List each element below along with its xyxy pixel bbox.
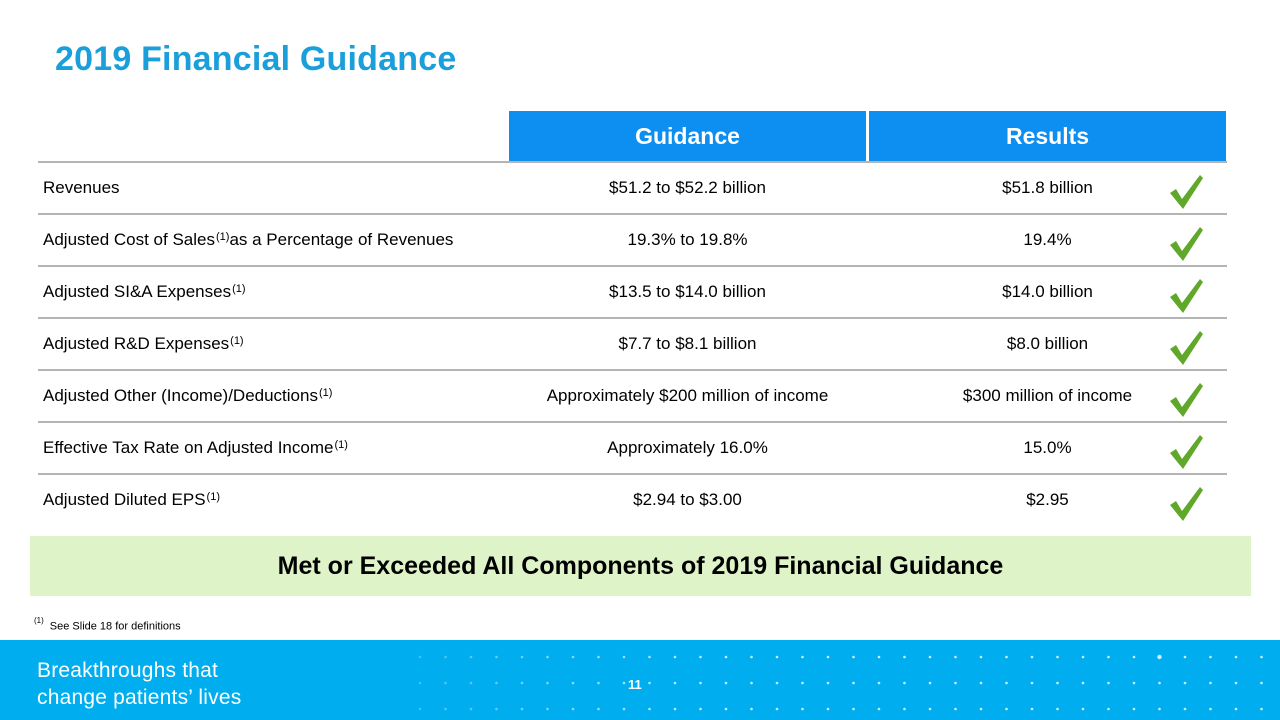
footer-dot (444, 682, 447, 685)
guidance-value: $51.2 to $52.2 billion (609, 178, 766, 197)
footer-dot (546, 708, 549, 711)
footer-dot (1184, 656, 1187, 659)
footer-dot (827, 682, 830, 685)
footer-dot (801, 708, 804, 711)
result-value: $51.8 billion (1002, 178, 1093, 197)
footer-bar (0, 640, 1280, 720)
footer-dot (929, 708, 932, 711)
guidance-value: Approximately $200 million of income (546, 386, 829, 405)
tagline (37, 657, 241, 711)
footer-dot (572, 708, 575, 711)
tagline-line-2: change patients’ lives (37, 686, 242, 709)
metric-label (43, 475, 220, 525)
footer-dot (1260, 708, 1263, 711)
column-header-guidance: Guidance (509, 111, 866, 161)
footer-dot (444, 656, 447, 659)
metric-name-suffix: as a Percentage of Revenues (229, 230, 454, 249)
footer-dot (648, 656, 651, 659)
footer-dot (1031, 682, 1034, 685)
footer-dot (674, 682, 677, 685)
result-value: $2.95 (1026, 490, 1069, 509)
metric-label (43, 371, 332, 421)
metric-name: Effective Tax Rate on Adjusted Income (43, 438, 334, 457)
footer-dot (1005, 656, 1008, 659)
footer-dot (699, 656, 702, 659)
result-value: $300 million of income (962, 386, 1133, 405)
footer-dot (750, 656, 753, 659)
footnote-ref: (1) (334, 439, 348, 451)
guidance-value: 19.3% to 19.8% (627, 230, 748, 249)
metric-label (43, 267, 246, 317)
footer-dot (623, 656, 626, 659)
footer-dot (1031, 708, 1034, 711)
footer-dot (546, 682, 549, 685)
footer-dot (903, 656, 906, 659)
footer-dot (1209, 656, 1212, 659)
footnote-ref: (1) (232, 283, 246, 295)
footer-dot (725, 708, 728, 711)
metric-label (43, 319, 244, 369)
footer-dot (597, 656, 600, 659)
result-value: 15.0% (1023, 438, 1072, 457)
footer-dot (801, 656, 804, 659)
footer-dot (1260, 682, 1263, 685)
summary-banner: Met or Exceeded All Components of 2019 Financial Guidance (30, 536, 1251, 596)
footer-dot (776, 708, 779, 711)
footer-dot (419, 682, 422, 685)
guidance-value: $13.5 to $14.0 billion (609, 282, 766, 301)
metric-name: Adjusted Other (Income)/Deductions (43, 386, 318, 405)
footer-dot (521, 708, 524, 711)
footer-dot (1158, 682, 1161, 685)
footer-dot (1107, 656, 1110, 659)
footer-dot (648, 708, 651, 711)
footer-dot (725, 656, 728, 659)
footnote-ref: (1) (215, 231, 230, 243)
footer-dot (903, 682, 906, 685)
footer-dot (674, 656, 677, 659)
footer-dot (597, 708, 600, 711)
footnote-ref: (1) (206, 491, 220, 503)
check-icon (1166, 379, 1206, 419)
footer-dot (572, 656, 575, 659)
footnote-ref: (1) (318, 387, 333, 399)
footer-dot (1157, 655, 1161, 659)
metric-label (43, 423, 348, 473)
footer-dot (1184, 708, 1187, 711)
footer-dot (623, 708, 626, 711)
guidance-value: Approximately 16.0% (607, 438, 768, 457)
footer-dot (878, 656, 881, 659)
footer-dot (827, 708, 830, 711)
footer-dot (699, 708, 702, 711)
guidance-value: $2.94 to $3.00 (633, 490, 742, 509)
table-row (38, 317, 1227, 369)
footer-dot (903, 708, 906, 711)
guidance-value: $7.7 to $8.1 billion (618, 334, 757, 353)
metric-name: Revenues (43, 178, 120, 197)
footer-dot (878, 708, 881, 711)
footer-dot (980, 708, 983, 711)
footer-dot (852, 656, 855, 659)
footer-dot (674, 708, 677, 711)
footer-dot (1184, 682, 1187, 685)
footer-dot (1056, 682, 1059, 685)
footer-dot (521, 656, 524, 659)
footer-dot (1209, 708, 1212, 711)
metric-label (43, 215, 453, 265)
page-title: 2019 Financial Guidance (55, 40, 457, 78)
footer-dot (929, 682, 932, 685)
check-icon (1166, 483, 1206, 523)
footer-dot (419, 656, 422, 659)
footer-dot (954, 682, 957, 685)
footer-dot (648, 682, 651, 685)
table-row (38, 369, 1227, 421)
footer-dot (1082, 708, 1085, 711)
metric-label (43, 163, 120, 213)
result-value: 19.4% (1023, 230, 1072, 249)
footer-dot (470, 708, 473, 711)
footer-dot (1005, 708, 1008, 711)
footer-dot (776, 682, 779, 685)
result-value: $14.0 billion (1002, 282, 1093, 301)
footer-dot (444, 708, 447, 711)
footer-dot (470, 682, 473, 685)
footer-dot (1209, 682, 1212, 685)
footer-dot (597, 682, 600, 685)
footer-dot (750, 708, 753, 711)
footer-dot (852, 708, 855, 711)
footer-dot (699, 682, 702, 685)
page-number: 11 (628, 677, 642, 692)
table-row (38, 421, 1227, 473)
footer-dot (929, 656, 932, 659)
footer-dot (878, 682, 881, 685)
footer-dot (546, 656, 549, 659)
footer-dot (1107, 708, 1110, 711)
footer-dot (827, 656, 830, 659)
column-header-results: Results (869, 111, 1226, 161)
table-row (38, 213, 1227, 265)
check-icon (1166, 327, 1206, 367)
metric-name: Adjusted R&D Expenses (43, 334, 230, 353)
footer-dot (776, 656, 779, 659)
footer-dot (852, 682, 855, 685)
check-icon (1166, 431, 1206, 471)
footnote-marker: (1) (34, 616, 44, 625)
check-icon (1166, 223, 1206, 263)
footer-dot (725, 682, 728, 685)
footer-dot (1133, 656, 1136, 659)
result-value: $8.0 billion (1006, 334, 1089, 353)
footer-dot (954, 708, 957, 711)
footer-dot (495, 708, 498, 711)
footer-dot (1235, 656, 1238, 659)
footer-dot (495, 682, 498, 685)
footer-dot (1031, 656, 1034, 659)
footer-dot (1133, 682, 1136, 685)
footer-dot (1133, 708, 1136, 711)
footer-dot (801, 682, 804, 685)
metric-name: Adjusted Cost of Sales (43, 230, 215, 249)
footer-dot (980, 682, 983, 685)
footer-dot (1056, 708, 1059, 711)
footer-dot (572, 682, 575, 685)
footer-dot (1005, 682, 1008, 685)
metric-name: Adjusted Diluted EPS (43, 490, 206, 509)
footer-dot (980, 656, 983, 659)
footer-dot (470, 656, 473, 659)
footnote (34, 618, 181, 633)
table-row (38, 265, 1227, 317)
footer-dot (1260, 656, 1263, 659)
footer-dot (1235, 708, 1238, 711)
check-icon (1166, 275, 1206, 315)
footer-dot (1082, 682, 1085, 685)
footer-dot (1056, 656, 1059, 659)
tagline-line-1: Breakthroughs that (37, 659, 219, 682)
footer-dot (1107, 682, 1110, 685)
footer-dot (750, 682, 753, 685)
footer-dot (1158, 708, 1161, 711)
footer-dot (623, 682, 626, 685)
footer-dot (495, 656, 498, 659)
footer-dot (1082, 656, 1085, 659)
footer-dot (419, 708, 422, 711)
check-icon (1166, 171, 1206, 211)
table-row (38, 161, 1227, 213)
footnote-text: See Slide 18 for definitions (49, 620, 181, 633)
footer-dot (954, 656, 957, 659)
metric-name: Adjusted SI&A Expenses (43, 282, 232, 301)
footer-dot (1235, 682, 1238, 685)
footer-dot (521, 682, 524, 685)
footnote-ref: (1) (230, 335, 244, 347)
table-row (38, 473, 1227, 525)
